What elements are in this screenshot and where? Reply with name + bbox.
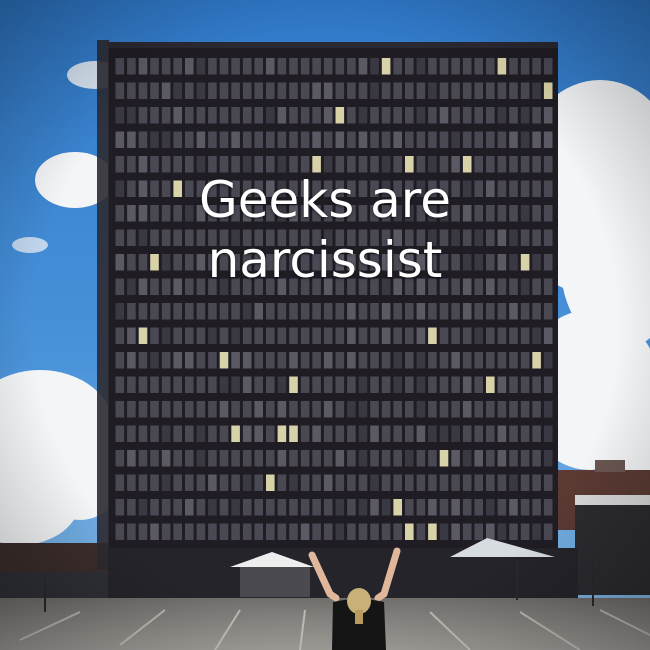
meme-caption — [0, 170, 650, 290]
caption-line-2: narcissist — [207, 231, 443, 289]
caption-line-1: Geeks are — [198, 171, 452, 229]
